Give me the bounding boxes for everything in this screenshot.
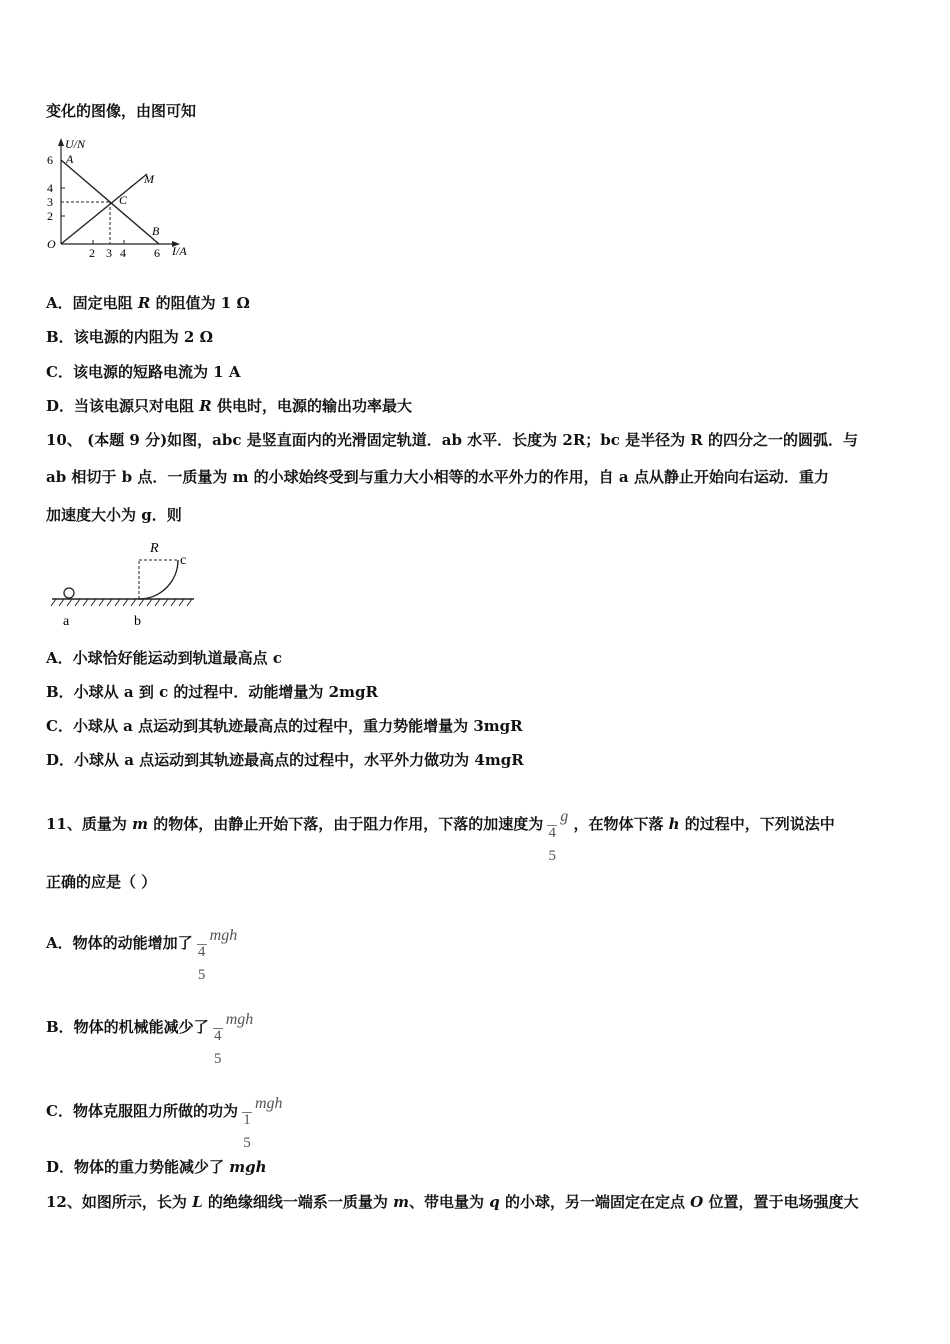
label-c: c <box>180 553 187 568</box>
x-tick-2: 2 <box>89 246 95 260</box>
q11-option-d: D．物体的重力势能减少了 mgh <box>46 1158 267 1176</box>
q9-option-c: C．该电源的短路电流为 1 A <box>46 363 241 381</box>
y-tick-6: 6 <box>47 153 53 167</box>
u-i-graph <box>44 138 194 263</box>
point-c-label: C <box>119 193 128 207</box>
q9-option-b: B．该电源的内阻为 2 Ω <box>46 328 213 346</box>
q10-stem-line2: ab 相切于 b 点．一质量为 m 的小球始终受到与重力大小相等的水平外力的作用，自 a 点从静止开始向右运动．重力 <box>46 468 829 486</box>
intro-text: 变化的图像，由图可知 <box>46 102 197 120</box>
x-tick-6: 6 <box>154 246 160 260</box>
q11-option-b: B．物体的机械能减少了 4 5 mgh <box>46 1011 254 1067</box>
q10-stem-line3: 加速度大小为 g．则 <box>46 506 182 524</box>
y-tick-4: 4 <box>47 181 53 195</box>
x-tick-3: 3 <box>106 246 112 260</box>
track-figure <box>46 536 201 632</box>
ball <box>64 588 74 598</box>
q10-option-a: A．小球恰好能运动到轨道最高点 c <box>46 649 282 667</box>
x-tick-4: 4 <box>120 246 126 260</box>
label-b: b <box>134 614 141 629</box>
q10-option-c: C．小球从 a 点运动到其轨迹最高点的过程中，重力势能增量为 3mgR <box>46 717 523 735</box>
x-axis-label: I/A <box>172 244 187 258</box>
q11-stem-line2: 正确的应是（ ） <box>46 873 157 891</box>
q9-option-d: D．当该电源只对电阻 R 供电时，电源的输出功率最大 <box>46 397 412 415</box>
q11-option-a: A．物体的动能增加了 4 5 mgh <box>46 927 238 983</box>
point-a-label: A <box>66 152 74 166</box>
q11-option-c: C．物体克服阻力所做的功为 1 5 mgh <box>46 1095 283 1151</box>
q10-option-b: B．小球从 a 到 c 的过程中．动能增量为 2mgR <box>46 683 378 701</box>
label-a: a <box>63 614 70 629</box>
q9-option-a: A．固定电阻 R 的阻值为 1 Ω <box>46 294 250 312</box>
y-tick-2: 2 <box>47 209 53 223</box>
label-r: R <box>150 541 159 556</box>
q10-stem-line1: 10、 (本题 9 分)如图，abc 是竖直面内的光滑固定轨道．ab 水平．长度为 2R；bc 是半径为 R 的四分之一的圆弧．与 <box>46 431 859 449</box>
q10-option-d: D．小球从 a 点运动到其轨迹最高点的过程中，水平外力做功为 4mgR <box>46 751 524 769</box>
resistor-line-om <box>61 174 147 244</box>
y-axis-label: U/N <box>65 138 86 151</box>
quarter-arc <box>139 560 178 599</box>
q12-stem: 12、如图所示，长为 L 的绝缘细线一端系一质量为 m、带电量为 q 的小球，另一端固定在定点 O 位置，置于电场强度大 <box>46 1193 859 1211</box>
point-b-label: B <box>152 224 160 238</box>
y-tick-3: 3 <box>47 195 53 209</box>
q11-stem-line1: 11、质量为 m 的物体，由静止开始下落，由于阻力作用，下落的加速度为 4 5 g ，在物体下落 h 的过程中，下列说法中 <box>46 787 835 854</box>
fraction-four-fifths: 4 5 <box>548 825 556 864</box>
origin-label: O <box>47 237 56 251</box>
line-m-label: M <box>144 172 154 186</box>
